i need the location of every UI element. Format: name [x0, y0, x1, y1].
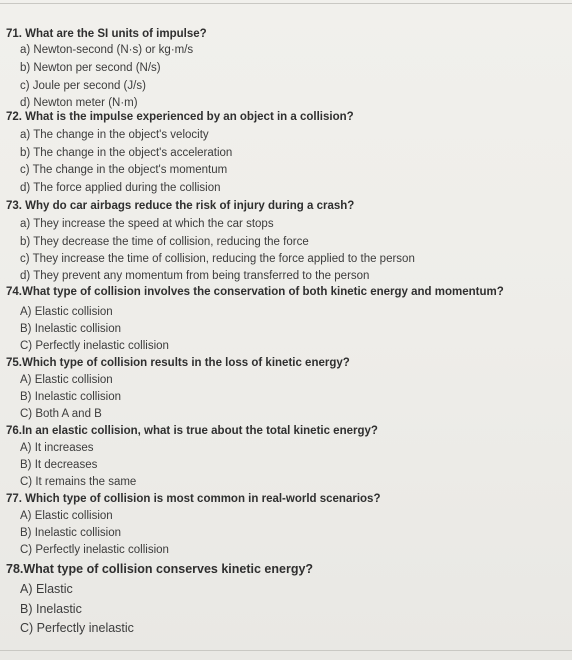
question-73-text: 73. Why do car airbags reduce the risk of injury during a crash?	[6, 200, 355, 212]
question-71-text: 71. What are the SI units of impulse?	[6, 28, 207, 40]
question-78-option-a: A) Elastic	[20, 582, 73, 596]
question-77-option-c: C) Perfectly inelastic collision	[20, 544, 169, 556]
question-76-option-b: B) It decreases	[20, 459, 98, 471]
bottom-divider	[0, 650, 572, 651]
top-divider	[0, 3, 572, 4]
question-72-option-b: b) The change in the object's acceleration	[20, 147, 233, 159]
question-72-option-a: a) The change in the object's velocity	[20, 129, 209, 141]
question-71-option-b: b) Newton per second (N/s)	[20, 62, 161, 74]
question-77-option-a: A) Elastic collision	[20, 510, 113, 522]
question-76-option-c: C) It remains the same	[20, 476, 137, 488]
question-78-option-b: B) Inelastic	[20, 602, 82, 616]
question-75-option-b: B) Inelastic collision	[20, 391, 121, 403]
question-74-text: 74.What type of collision involves the conservation of both kinetic energy and momentum?	[6, 286, 504, 298]
question-78-text: 78.What type of collision conserves kinetic energy?	[6, 562, 314, 576]
question-76-text: 76.In an elastic collision, what is true about the total kinetic energy?	[6, 425, 378, 437]
question-72-option-c: c) The change in the object's momentum	[20, 164, 228, 176]
question-77-option-b: B) Inelastic collision	[20, 527, 121, 539]
question-73-option-a: a) They increase the speed at which the car stops	[20, 218, 274, 230]
question-71-option-c: c) Joule per second (J/s)	[20, 80, 146, 92]
question-75-option-a: A) Elastic collision	[20, 374, 113, 386]
question-78-option-c: C) Perfectly inelastic	[20, 621, 134, 635]
question-76-option-a: A) It increases	[20, 442, 94, 454]
question-73-option-d: d) They prevent any momentum from being transferred to the person	[20, 270, 370, 282]
question-74-option-c: C) Perfectly inelastic collision	[20, 340, 169, 352]
question-73-option-c: c) They increase the time of collision, reducing the force applied to the person	[20, 253, 415, 265]
question-72-text: 72. What is the impulse experienced by an object in a collision?	[6, 111, 354, 123]
question-71-option-a: a) Newton-second (N·s) or kg·m/s	[20, 44, 194, 56]
question-77-text: 77. Which type of collision is most common in real-world scenarios?	[6, 493, 381, 505]
question-74-option-b: B) Inelastic collision	[20, 323, 121, 335]
question-71-option-d: d) Newton meter (N·m)	[20, 97, 138, 109]
question-75-text: 75.Which type of collision results in the loss of kinetic energy?	[6, 357, 350, 369]
question-74-option-a: A) Elastic collision	[20, 306, 113, 318]
question-75-option-c: C) Both A and B	[20, 408, 102, 420]
question-73-option-b: b) They decrease the time of collision, reducing the force	[20, 236, 309, 248]
question-72-option-d: d) The force applied during the collision	[20, 182, 221, 194]
